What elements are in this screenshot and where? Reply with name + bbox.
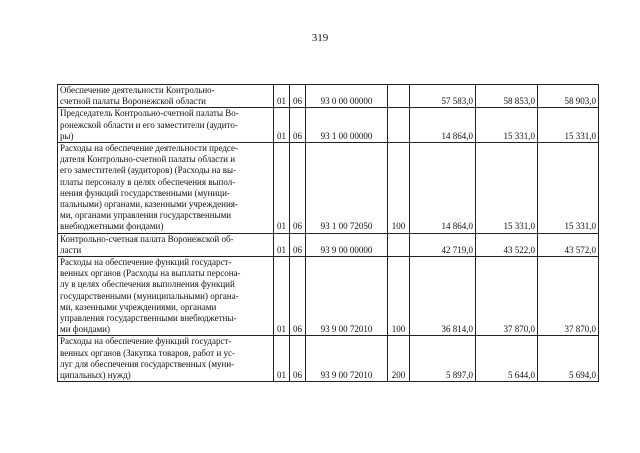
table-row: [58, 85, 599, 108]
row-name-cell: [58, 336, 274, 382]
amount-year-2: 5 644,0: [476, 336, 538, 382]
row-name-line: Председатель Контрольно-счетной палаты Во-: [60, 108, 239, 119]
amount-year-1: 42 719,0: [410, 233, 476, 256]
table-row: [58, 257, 599, 336]
amount-year-1: 5 897,0: [410, 336, 476, 382]
row-name-line: государственными (муниципальными) органа-: [60, 290, 239, 301]
row-name-line: ласти: [60, 244, 82, 255]
target-article-code: 93 1 00 72050: [306, 143, 388, 234]
subsection-code: 06: [290, 143, 306, 234]
row-name-line: счетной палаты Воронежской области: [60, 96, 206, 107]
amount-year-1: 14 864,0: [410, 108, 476, 143]
section-code: 01: [274, 336, 290, 382]
amount-year-3: 15 331,0: [538, 143, 599, 234]
row-name-line: Расходы на обеспечение функций государст-: [60, 336, 232, 347]
budget-table: [57, 84, 599, 382]
section-code: 01: [274, 108, 290, 143]
row-name-line: дателя Контрольно-счетной палаты области и: [60, 154, 236, 165]
row-name-cell: [58, 257, 274, 336]
row-name-cell: [58, 85, 274, 108]
table-row: [58, 336, 599, 382]
expense-type-code: 200: [388, 336, 410, 382]
row-name-cell: [58, 143, 274, 234]
row-name-line: Расходы на обеспечение деятельности предсе-: [60, 143, 239, 154]
amount-year-2: 43 522,0: [476, 233, 538, 256]
amount-year-2: 37 870,0: [476, 257, 538, 336]
target-article-code: 93 9 00 00000: [306, 233, 388, 256]
subsection-code: 06: [290, 336, 306, 382]
row-name-line: нения функций государственными (муници-: [60, 187, 230, 198]
row-name-line: ми, казенными учреждениями, органами: [60, 301, 217, 312]
section-code: 01: [274, 143, 290, 234]
amount-year-2: 15 331,0: [476, 143, 538, 234]
table-row: [58, 233, 599, 256]
amount-year-3: 37 870,0: [538, 257, 599, 336]
row-name-line: управления государственными внебюджетны-: [60, 313, 237, 324]
row-name-line: Обеспечение деятельности Контрольно-: [60, 85, 215, 95]
target-article-code: 93 9 00 72010: [306, 336, 388, 382]
amount-year-3: 43 572,0: [538, 233, 599, 256]
subsection-code: 06: [290, 233, 306, 256]
row-name-cell: [58, 108, 274, 143]
row-name-line: Расходы на обеспечение функций государст-: [60, 257, 232, 268]
expense-type-code: 100: [388, 143, 410, 234]
subsection-code: 06: [290, 85, 306, 108]
section-code: 01: [274, 233, 290, 256]
amount-year-2: 15 331,0: [476, 108, 538, 143]
amount-year-1: 36 814,0: [410, 257, 476, 336]
row-name-line: внебюджетными фондами): [60, 221, 164, 232]
section-code: 01: [274, 257, 290, 336]
row-name-cell: [58, 233, 274, 256]
row-name-line: его заместителей (аудиторов) (Расходы на вы-: [60, 165, 237, 176]
row-name-line: Контрольно-счетная палата Воронежской об-: [60, 233, 234, 244]
expense-type-code: [388, 233, 410, 256]
subsection-code: 06: [290, 257, 306, 336]
table-row: [58, 108, 599, 143]
amount-year-3: 5 694,0: [538, 336, 599, 382]
row-name-line: лу в целях обеспечения выполнения функций: [60, 279, 235, 290]
target-article-code: 93 1 00 00000: [306, 108, 388, 143]
subsection-code: 06: [290, 108, 306, 143]
amount-year-3: 15 331,0: [538, 108, 599, 143]
amount-year-1: 57 583,0: [410, 85, 476, 108]
row-name-line: ры): [60, 130, 74, 141]
expense-type-code: 100: [388, 257, 410, 336]
row-name-line: ми фондами): [60, 324, 110, 335]
amount-year-2: 58 853,0: [476, 85, 538, 108]
page-number: 319: [311, 32, 329, 44]
row-name-line: луг для обеспечения государственных (муни-: [60, 358, 235, 369]
table-row: [58, 143, 599, 234]
row-name-line: пальными) органами, казенными учреждения-: [60, 199, 238, 210]
row-name-line: венных органов (Расходы на выплаты персона-: [60, 268, 241, 279]
target-article-code: 93 9 00 72010: [306, 257, 388, 336]
amount-year-3: 58 903,0: [538, 85, 599, 108]
row-name-line: венных органов (Закупка товаров, работ и ус-: [60, 347, 236, 358]
row-name-line: ципальных) нужд): [60, 370, 131, 381]
expense-type-code: [388, 108, 410, 143]
target-article-code: 93 0 00 00000: [306, 85, 388, 108]
row-name-line: платы персоналу в целях обеспечения выпол-: [60, 176, 236, 187]
row-name-line: ронежской области и его заместители (аудито-: [60, 119, 238, 130]
amount-year-1: 14 864,0: [410, 143, 476, 234]
row-name-line: ми, органами управления государственными: [60, 210, 232, 221]
section-code: 01: [274, 85, 290, 108]
expense-type-code: [388, 85, 410, 108]
